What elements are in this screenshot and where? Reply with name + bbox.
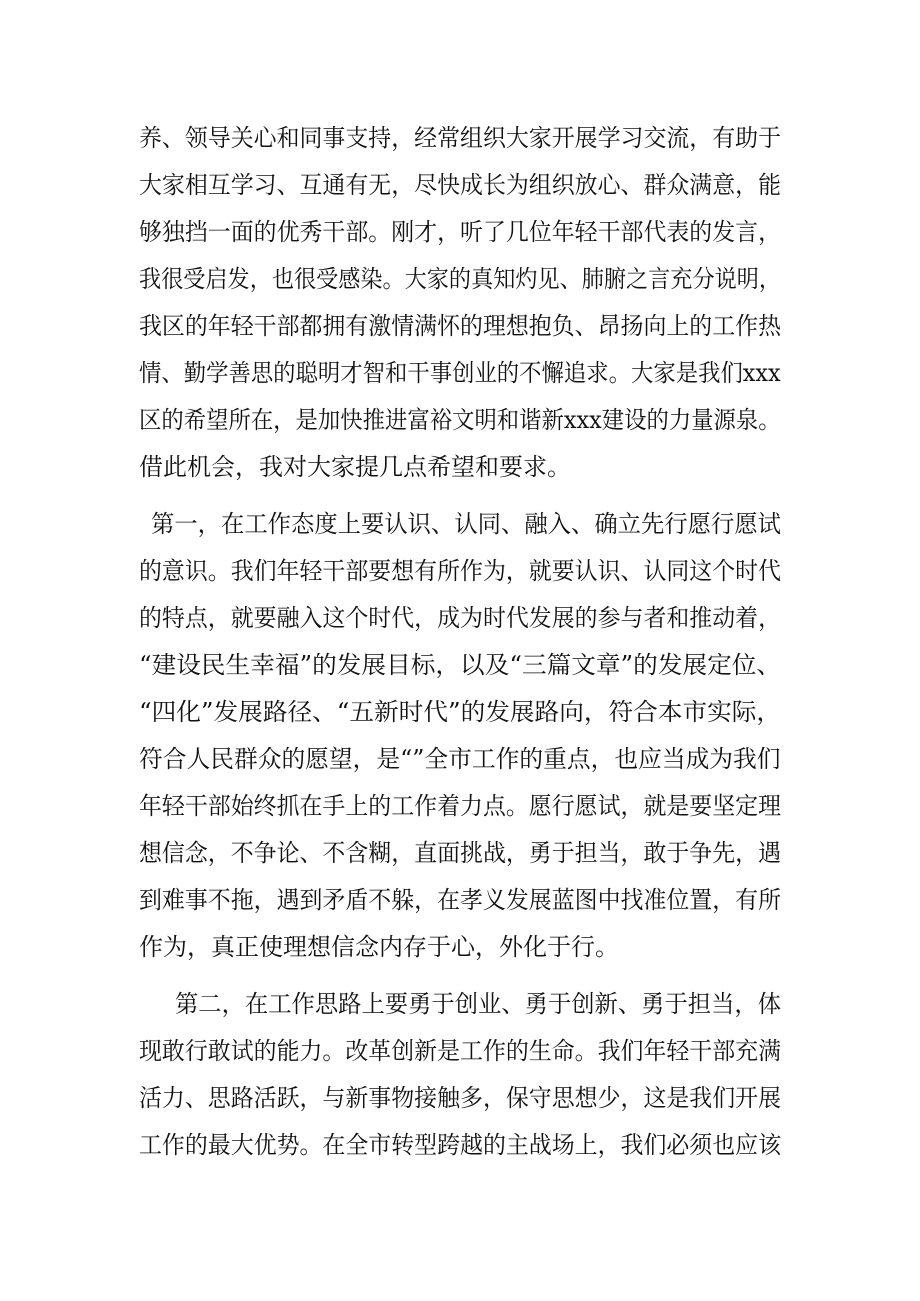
text-line-12: “建设民生幸福”的发展目标，以及“三篇文章”的发展定位、 (139, 651, 782, 679)
text-line-1: 养、领导关心和同事支持，经常组织大家开展学习交流，有助于 (139, 124, 782, 152)
text-line-7: 区的希望所在，是加快推进富裕文明和谐新xxx建设的力量源泉。 (139, 406, 781, 434)
text-line-22: 工作的最大优势。在全市转型跨越的主战场上，我们必须也应该 (139, 1131, 782, 1159)
text-line-4: 我很受启发，也很受感染。大家的真知灼见、肺腑之言充分说明， (139, 265, 781, 293)
text-line-17: 到难事不拖，遇到矛盾不躲，在孝义发展蓝图中找准位置，有所 (139, 886, 782, 914)
text-line-9: 第一，在工作态度上要认识、认同、融入、确立先行愿行愿试 (151, 510, 781, 538)
text-line-6: 情、勤学善思的聪明才智和干事创业的不懈追求。大家是我们xxx (139, 359, 781, 387)
text-line-5: 我区的年轻干部都拥有激情满怀的理想抱负、昂扬向上的工作热 (139, 312, 782, 340)
text-line-14: 符合人民群众的愿望，是“”全市工作的重点，也应当成为我们 (139, 745, 781, 773)
text-line-10: 的意识。我们年轻干部要想有所作为，就要认识、认同这个时代 (139, 557, 782, 585)
text-line-21: 活力、思路活跃，与新事物接触多，保守思想少，这是我们开展 (139, 1084, 782, 1112)
text-line-19: 第二，在工作思路上要勇于创业、勇于创新、勇于担当，体 (175, 990, 782, 1018)
text-line-16: 想信念，不争论、不含糊，直面挑战，勇于担当，敢于争先，遇 (139, 839, 782, 867)
text-line-18: 作为，真正使理想信念内存于心，外化于行。 (139, 933, 619, 961)
text-line-3: 够独挡一面的优秀干部。刚才，听了几位年轻干部代表的发言， (139, 218, 782, 246)
text-line-15: 年轻干部始终抓在手上的工作着力点。愿行愿试，就是要坚定理 (139, 792, 782, 820)
text-line-13: “四化”发展路径、“五新时代”的发展路向，符合本市实际， (139, 698, 782, 726)
text-line-2: 大家相互学习、互通有无，尽快成长为组织放心、群众满意，能 (139, 171, 782, 199)
text-line-8: 借此机会，我对大家提几点希望和要求。 (139, 453, 571, 481)
text-line-11: 的特点，就要融入这个时代，成为时代发展的参与者和推动着， (139, 604, 782, 632)
text-line-20: 现敢行敢试的能力。改革创新是工作的生命。我们年轻干部充满 (139, 1037, 782, 1065)
